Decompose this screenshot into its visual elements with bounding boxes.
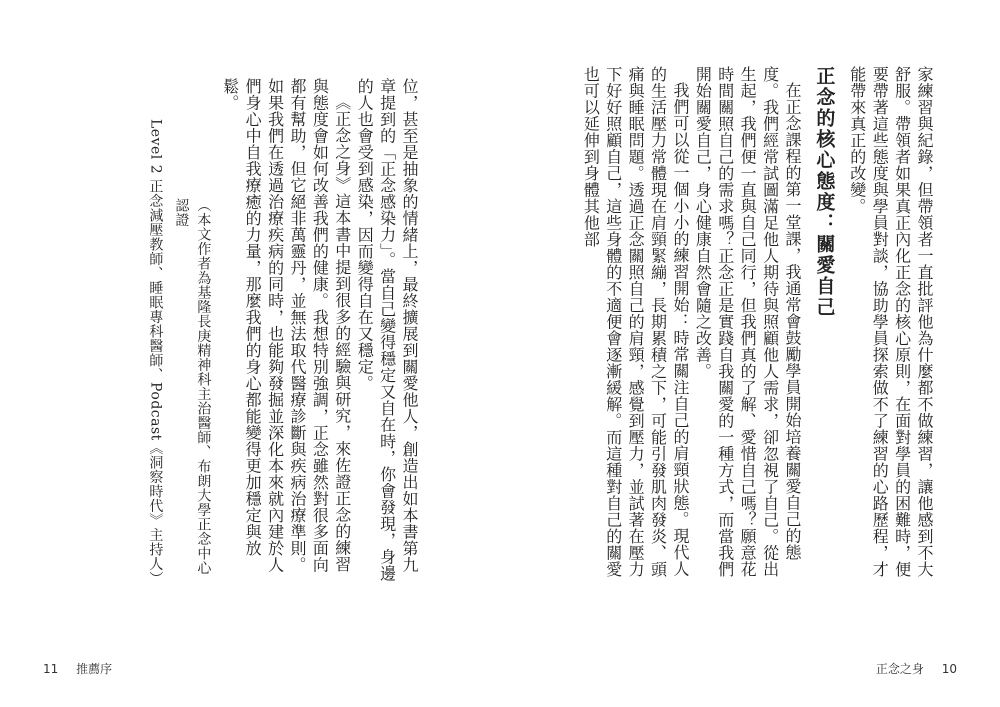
paragraph: 家練習與紀錄，但帶領者一直批評他為什麼都不做練習，讓他感到不大舒服。帶領者如果真正內化正念的核心原則，在面對學員的困難時，便要帶著這些態度與學員對談，協助學員探索做不了練習的心路歷程，才能帶來真正的改變。 <box>847 66 934 578</box>
paragraph: 在正念課程的第一堂課，我通常會鼓勵學員開始培養關愛自己的態度。我們經常試圖滿足他人期待與照顧他人需求，卻忽視了自己。從出生起，我們便一直與自己同行，但我們真的了解、愛惜自己嗎？願意花時間關照自己的需求嗎？正念正是實踐自我關愛的一種方式，而當我們開始關愛自己，身心健康自然會隨之改善。 <box>693 66 802 578</box>
section-heading: 正念的核心態度：關愛自己 <box>813 66 836 318</box>
left-page-body <box>60 78 420 586</box>
paragraph: 位，甚至是抽象的情緒上，最終擴展到關愛他人，創造出如本書第九章提到的「正念感染力」。當自己變得穩定又自在時，你會發現，身邊的人也會受到感染，因而變得自在又穩定。 <box>355 78 419 582</box>
paragraph: 我們可以從一個小小的練習開始：時常關注自己的肩頸狀態。現代人的生活壓力常體現在肩頸緊繃，長期累積之下，可能引發肌肉發炎、頭痛與睡眠問題。透過正念關照自己的肩頸，感覺到壓力，並試著在壓力下好好照顧自己，這些身體的不適便會逐漸緩解。而這種對自己的關愛也可以延伸到身體其他部 <box>581 66 690 578</box>
page-number: 11 <box>43 662 59 676</box>
author-credit-line-2: Level 2 正念減壓教師、睡眠專科醫師、Podcast《洞察時代》主持人） <box>147 119 164 586</box>
right-page <box>500 0 1000 707</box>
right-page-body <box>545 66 935 586</box>
page-footer-left <box>36 660 119 677</box>
author-credit-line-1: （本文作者為基隆長庚精神科主治醫師、布朗大學正念中心認證 <box>173 198 212 575</box>
book-title: 正念之身 <box>875 662 924 676</box>
page-footer-right <box>869 660 964 677</box>
section-title: 推薦序 <box>76 662 113 676</box>
paragraph: 《正念之身》這本書中提到很多的經驗與研究，來佐證正念的練習與態度會如何改善我們的健康。我想特別強調，正念雖然對很多面向都有幫助，但它絕非萬靈丹，並無法取代醫療診斷與疾病治療準則。如果我們在透過治療疾病的同時，也能夠發掘並深化本來就內建於人們身心中自我療癒的力量，那麼我們的身心都能變得更加穩定與放鬆。 <box>220 78 352 573</box>
page-number: 10 <box>941 662 957 676</box>
